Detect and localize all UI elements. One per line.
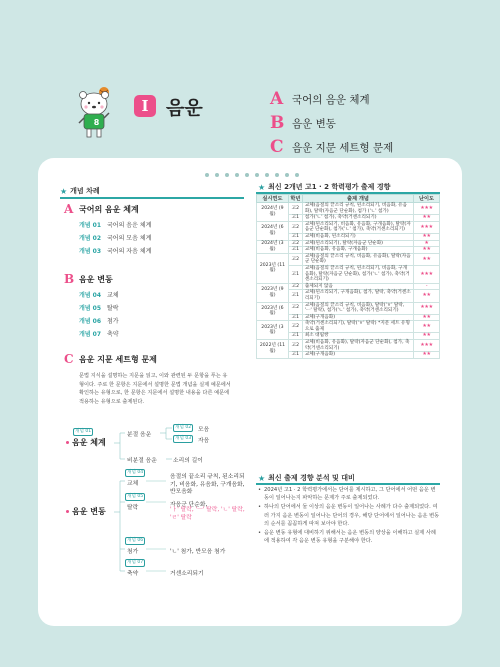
group-letter: C <box>64 352 74 366</box>
bullet-icon <box>66 441 69 444</box>
binder-hole <box>205 173 209 177</box>
binder-hole <box>225 173 229 177</box>
toc-heading-text: 개념 차례 <box>70 187 100 195</box>
cell-content: 교체(된소리되기), 탈락(자음군 단순화) <box>302 240 413 247</box>
cell-level: ★★ <box>414 290 440 302</box>
concept-tag: 개념 01 <box>75 429 92 434</box>
map-node-segmental: 분절 음운 <box>127 432 152 438</box>
map-node-vowel: 모음 <box>198 427 210 433</box>
cell-level: ★★★ <box>414 302 440 314</box>
concept-name: 국어의 음운 체계 <box>107 222 152 229</box>
concept-name: 첨가 <box>107 318 119 325</box>
cell-content: 축약(거센소리되기), 탈락('ㅎ' 탈락) *지문 세트 유형으로 출제 <box>302 321 413 333</box>
group-title: 음운 변동 <box>79 274 113 284</box>
concept-item[interactable] <box>64 290 119 299</box>
column-header: 실시연도 <box>257 195 289 203</box>
cell-level: ★★ <box>414 314 440 321</box>
cell-content: 교체(음절의 끝소리 규칙, 비음화, 유음화), 탈락(자음군 단순화) <box>302 253 413 265</box>
toc-group-c <box>64 352 232 406</box>
analysis-heading-text: 최신 출제 경향 분석 및 대비 <box>268 474 355 482</box>
cell-grade: 고1 <box>288 333 302 340</box>
table-row <box>257 302 440 314</box>
binder-hole <box>295 173 299 177</box>
concept-tag: 개념 05 <box>127 494 144 499</box>
concept-number: 개념 04 <box>79 292 102 299</box>
map-desc-tallak-1: 자음군 단순화, <box>170 502 208 508</box>
cell-year: 2023년 (9월) <box>257 283 289 302</box>
map-node-kyoche: 교체 <box>127 481 139 487</box>
column-header: 난이도 <box>414 195 440 203</box>
cell-level: ★ <box>414 240 440 247</box>
concept-tag: 개념 03 <box>175 436 192 441</box>
cell-level: - <box>414 283 440 290</box>
chapter-title: 음운 <box>166 97 203 119</box>
concept-name: 국어의 자음 체계 <box>107 248 152 255</box>
toc-group-a <box>64 202 151 255</box>
cell-grade: 고1 <box>288 247 302 254</box>
map-node-tallak: 탈락 <box>127 505 139 511</box>
concept-name: 탈락 <box>107 305 119 312</box>
cell-content: 출제되지 않음 <box>302 283 413 290</box>
cell-level: ★★★ <box>414 203 440 215</box>
star-icon: ★ <box>258 182 266 192</box>
map-node-nonsegmental: 비분절 음운 <box>127 458 157 464</box>
cell-grade: 고2 <box>288 240 302 247</box>
cell-grade: 고2 <box>288 340 302 352</box>
section-label: 국어의 음운 체계 <box>292 93 370 106</box>
cell-year: 2023년 (6월) <box>257 302 289 321</box>
cell-level: ★★★ <box>414 340 440 352</box>
cell-year: 2023년 (3월) <box>257 321 289 340</box>
binder-hole <box>285 173 289 177</box>
concept-item[interactable] <box>64 246 151 255</box>
concept-item[interactable] <box>64 233 151 242</box>
cell-grade: 고2 <box>288 253 302 265</box>
section-letter: B <box>270 113 285 133</box>
cell-content: 교체(구개음화) <box>302 314 413 321</box>
chapter-number: I <box>134 95 156 117</box>
cell-grade: 고1 <box>288 352 302 359</box>
cell-grade: 고1 <box>288 265 302 283</box>
section-b <box>270 112 393 134</box>
section-letter: A <box>270 89 284 109</box>
section-label: 음운 변동 <box>292 117 336 130</box>
concept-name: 교체 <box>107 292 119 299</box>
analysis-item: • 2024년 고1 · 2 학력평가에서는 단어를 제시하고, 그 단어에서 어떤 음운 변동이 일어나는지 파악하는 문제가 주로 출제되었다. <box>258 486 440 502</box>
cell-grade: 고1 <box>288 314 302 321</box>
map-node-consonant: 자음 <box>198 438 210 444</box>
map-node-length: 소리의 길이 <box>173 458 203 464</box>
binder-hole <box>245 173 249 177</box>
map-root-change: 음운 변동 <box>72 507 106 516</box>
cell-grade: 고1 <box>288 215 302 222</box>
concept-tag: 개념 07 <box>127 560 144 565</box>
cell-grade: 고1 <box>288 233 302 240</box>
cell-grade: 고2 <box>288 321 302 333</box>
concept-map <box>62 423 248 585</box>
column-header: 학년 <box>290 196 301 202</box>
concept-tag: 개념 04 <box>127 470 144 475</box>
table-row <box>257 283 440 290</box>
concept-item[interactable] <box>64 329 119 338</box>
star-icon: ★ <box>60 186 68 196</box>
map-desc-chukyak: 거센소리되기 <box>170 571 204 577</box>
group-title: 국어의 음운 체계 <box>79 204 139 214</box>
star-icon: ★ <box>258 473 266 483</box>
concept-tag: 개념 02 <box>175 425 192 430</box>
section-c <box>270 136 393 158</box>
analysis-list <box>258 486 440 546</box>
concept-item[interactable] <box>64 220 151 229</box>
cell-year: 2023년 (11월) <box>257 253 289 283</box>
binder-hole <box>235 173 239 177</box>
cell-grade: 고2 <box>288 302 302 314</box>
cell-content: 교체(된소리되기, 구개음화), 첨가, 탈락, 축약(거센소리되기) <box>302 290 413 302</box>
table-body <box>257 203 440 359</box>
cell-content: 교체(음절의 끝소리 규칙, 된소리되기, 비음화, 구개음화), 탈락(자음군 단순화), 첨가('ㄴ' 첨가), 축약(거센소리되기) <box>302 265 413 283</box>
map-root-system: 음운 체계 <box>72 438 106 447</box>
concept-item[interactable] <box>64 303 119 312</box>
cell-year: 2024년 (6월) <box>257 221 289 240</box>
concept-item[interactable] <box>64 316 119 325</box>
toc-group-b <box>64 272 119 338</box>
group-title: 음운 지문 세트형 문제 <box>79 354 157 364</box>
cell-content: 최소 대립쌍 <box>302 333 413 340</box>
mascot-icon <box>76 86 116 142</box>
section-a <box>270 88 393 110</box>
analysis-heading <box>258 473 355 483</box>
cell-level: ★★ <box>414 321 440 333</box>
analysis-item: • 하나의 단어에서 둘 이상의 음운 변동이 일어나는 사례가 다수 출제되었다. 여러 가지 음운 변동이 일어나는 단어의 경우, 해당 단어에서 일어나는 음운 변동의 순서를 꼼꼼하게 따져 보아야 한다. <box>258 503 440 528</box>
cell-level: ★★ <box>414 333 440 340</box>
column-header: 출제 개념 <box>302 195 413 203</box>
table-row <box>257 340 440 352</box>
group-letter: A <box>64 202 74 216</box>
group-letter: B <box>64 272 75 286</box>
table-row <box>257 321 440 333</box>
map-node-chukyak: 축약 <box>127 571 139 577</box>
concept-number: 개념 03 <box>79 248 102 255</box>
trend-table <box>256 194 440 359</box>
cell-content: 교체(된소리되기, 비음화, 유음화, 구개음화), 탈락(자음군 단순화), 첨가('ㄴ' 첨가), 축약(거센소리되기) <box>302 221 413 233</box>
concept-name: 축약 <box>107 331 119 338</box>
binder-hole <box>255 173 259 177</box>
section-letter: C <box>270 137 284 157</box>
cell-level: ★★ <box>414 352 440 359</box>
binder-hole <box>275 173 279 177</box>
cell-grade: 고2 <box>288 203 302 215</box>
cell-level: ★★ <box>414 233 440 240</box>
binder-hole <box>265 173 269 177</box>
trend-heading <box>258 182 390 192</box>
cell-content: 교체(구개음화) <box>302 352 413 359</box>
cell-level: ★★ <box>414 253 440 265</box>
cell-content: 교체(음절의 끝소리 규칙, 된소리되기, 비음화, 유음화), 탈락(자음군 단순화), 첨가 ('ㄴ' 첨가) <box>302 203 413 215</box>
cell-year: 2024년 (9월) <box>257 203 289 222</box>
cell-content: 교체(비음화, 유음화), 탈락(자음군 단순화), 첨가, 축약(거센소리되기) <box>302 340 413 352</box>
mascot-number: 8 <box>93 118 100 127</box>
table-row <box>257 253 440 265</box>
cell-content: 교체(음절의 끝소리 규칙, 비음화), 탈락('ㅎ' 탈락, 'ㅡ' 탈락), 첨가('ㄴ' 첨가), 축약(거센소리되기) <box>302 302 413 314</box>
cell-grade: 고2 <box>288 283 302 290</box>
bullet-icon <box>66 510 69 513</box>
divider <box>256 483 440 485</box>
table-row <box>257 240 440 247</box>
concept-number: 개념 07 <box>79 331 102 338</box>
trend-heading-text: 최신 2개년 고1 · 2 학력평가 출제 경향 <box>268 183 391 191</box>
cell-level: ★★★ <box>414 221 440 233</box>
concept-name: 국어의 모음 체계 <box>107 235 152 242</box>
binder-hole <box>215 173 219 177</box>
concept-number: 개념 02 <box>79 235 102 242</box>
map-desc-kyoche: 음절의 끝소리 규칙, 된소리되기, 비음화, 유음화, 구개음화, 반모음화 <box>170 474 245 496</box>
map-desc-tallak-2: 'ㅏ' 탈락, 'ㅡ' 탈락, 'ㄴ' 탈락, 'ㄹ' 탈락 <box>170 507 245 521</box>
concept-number: 개념 06 <box>79 318 102 325</box>
cell-level: ★★★ <box>414 265 440 283</box>
toc-heading <box>60 186 100 196</box>
section-label: 음운 지문 세트형 문제 <box>292 141 394 154</box>
group-description: 문법 지식을 설명하는 지문을 읽고, 이와 관련된 두 문항을 푸는 유형이다. 주로 한 문항은 지문에서 설명한 문법 개념을 실제 예문에서 확인하는 유형으로, 한 문항은 지문에서 설명한 내용을 다른 예문에 적용하는 유형으로 출제된다. <box>79 373 231 405</box>
table-row <box>257 203 440 215</box>
cell-content: 교체(비음화, 된소리되기) <box>302 233 413 240</box>
cell-level: ★★ <box>414 247 440 254</box>
table-header-row <box>257 195 440 203</box>
cell-year: 2022년 (11월) <box>257 340 289 359</box>
cell-year: 2024년 (3월) <box>257 240 289 253</box>
cell-level: ★★ <box>414 215 440 222</box>
concept-number: 개념 01 <box>79 222 102 229</box>
concept-number: 개념 05 <box>79 305 102 312</box>
cell-content: 교체(비음화, 유음화, 구개음화) <box>302 247 413 254</box>
map-node-chumga: 첨가 <box>127 549 139 555</box>
table-row <box>257 221 440 233</box>
cell-grade: 고1 <box>288 290 302 302</box>
concept-tag: 개념 06 <box>127 538 144 543</box>
analysis-item: • 음운 변동 유형에 대비하기 위해서는 음운 변동의 양상을 이해하고 실제 사례에 적용하여 각 음운 변동 유형을 구분해야 한다. <box>258 529 440 545</box>
cell-grade: 고2 <box>288 221 302 233</box>
chapter-sections <box>270 88 393 160</box>
map-desc-chumga: 'ㄴ' 첨가, 반모음 첨가 <box>170 549 226 555</box>
divider <box>60 197 244 199</box>
cell-content: 첨가('ㄴ' 첨가), 축약(거센소리되기) <box>302 215 413 222</box>
